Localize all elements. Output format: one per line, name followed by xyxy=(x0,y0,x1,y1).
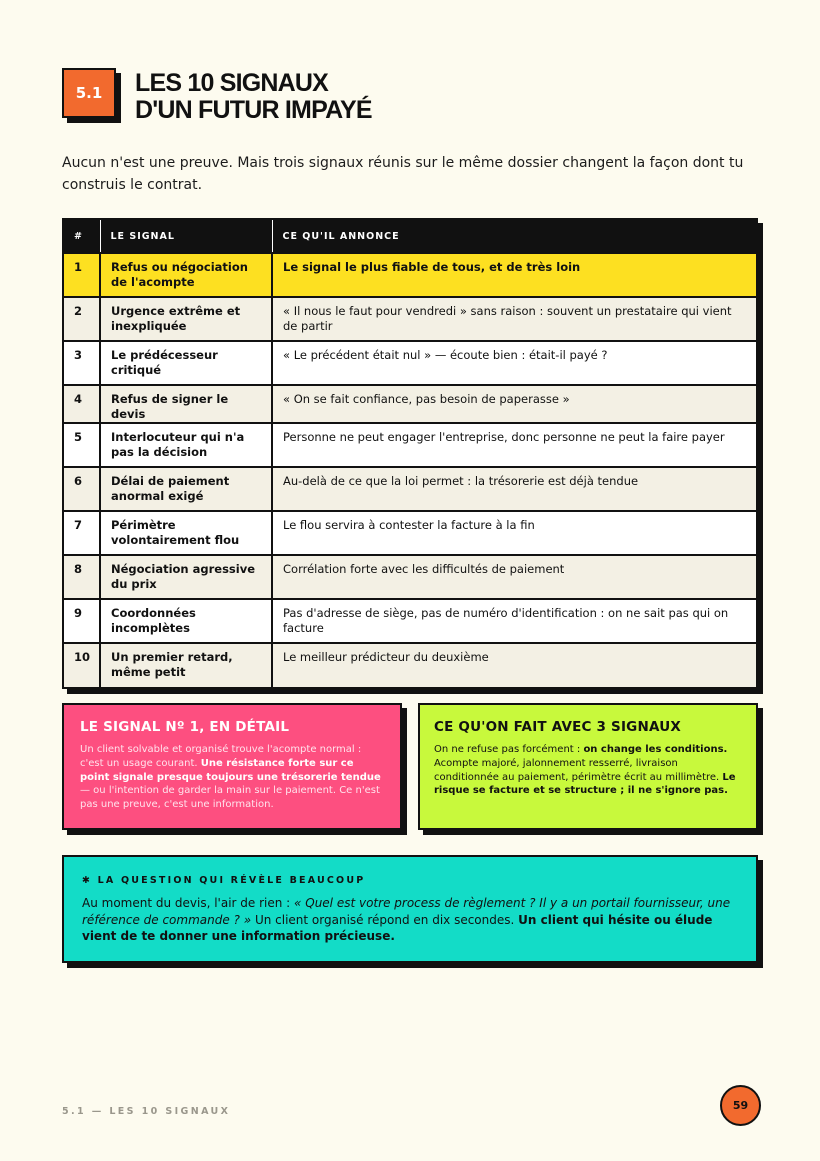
row-signal: Un premier retard, même petit xyxy=(100,643,272,687)
row-annonce: Personne ne peut engager l'entreprise, donc personne ne peut la faire payer xyxy=(272,423,756,467)
callout-text-part: On ne refuse pas forcément : xyxy=(434,744,584,755)
page-number: 59 xyxy=(732,1099,749,1112)
row-number: 10 xyxy=(64,643,100,687)
row-number: 2 xyxy=(64,297,100,341)
callout-text-part: Au moment du devis, l'air de rien : xyxy=(82,896,295,910)
page-number-badge xyxy=(720,1085,761,1126)
row-annonce: Au-delà de ce que la loi permet : la trésorerie est déjà tendue xyxy=(272,467,756,511)
row-annonce: Le signal le plus fiable de tous, et de très loin xyxy=(272,253,756,297)
table-row xyxy=(64,423,756,467)
callout-text-part: Un client organisé répond en dix secondes. xyxy=(251,912,519,927)
row-annonce: Le flou servira à contester la facture à la fin xyxy=(272,511,756,555)
table-row xyxy=(64,385,756,423)
table-row xyxy=(64,253,756,297)
row-number: 9 xyxy=(64,599,100,643)
table-row xyxy=(64,467,756,511)
callout-title: LE SIGNAL Nº 1, EN DÉTAIL xyxy=(80,719,290,735)
row-number: 4 xyxy=(64,385,100,423)
column-header-signal: LE SIGNAL xyxy=(100,220,272,253)
row-signal: Refus de signer le devis xyxy=(100,385,272,423)
row-number: 8 xyxy=(64,555,100,599)
row-number: 3 xyxy=(64,341,100,385)
callout-text-part: — ou l'intention de garder la main sur le paiement. Ce n'est pas une preuve, c'est une information. xyxy=(80,785,380,811)
callout-text-emphasis: on change les conditions. xyxy=(583,744,728,755)
page-title xyxy=(135,70,372,124)
row-signal: Délai de paiement anormal exigé xyxy=(100,467,272,511)
page-title-line2: D'UN FUTUR IMPAYÉ xyxy=(135,96,372,124)
row-annonce: « On se fait confiance, pas besoin de paperasse » xyxy=(272,385,756,423)
table-row xyxy=(64,511,756,555)
callout-text-emphasis: Une résistance forte sur ce point signale presque toujours une trésorerie tendue xyxy=(80,757,381,783)
callout-text-quote: « Quel est votre process de règlement ? Il y a un portail fournisseur, une référence de commande ? » xyxy=(82,896,731,927)
row-signal: Refus ou négociation de l'acompte xyxy=(100,253,272,297)
section-number: 5.1 xyxy=(75,84,103,102)
callout-text-part: Un client solvable et organisé trouve l'acompte normal : c'est un usage courant. xyxy=(80,744,362,769)
callout-text xyxy=(80,743,384,812)
signals-table xyxy=(62,218,758,689)
row-signal: Périmètre volontairement flou xyxy=(100,511,272,555)
callout-title: ✱ LA QUESTION QUI RÉVÈLE BEAUCOUP xyxy=(82,875,366,886)
callout-text-part: Acompte majoré, jalonnement resserré, livraison conditionnée au paiement, périmètre écrit au millimètre. xyxy=(434,757,723,783)
intro-paragraph: Aucun n'est une preuve. Mais trois signaux réunis sur le même dossier changent la façon dont tu construis le contrat. xyxy=(62,155,744,193)
row-signal: Interlocuteur qui n'a pas la décision xyxy=(100,423,272,467)
row-annonce: « Le précédent était nul » — écoute bien : était-il payé ? xyxy=(272,341,756,385)
row-annonce: Corrélation forte avec les difficultés de paiement xyxy=(272,555,756,599)
callout-text xyxy=(82,895,738,945)
row-number: 1 xyxy=(64,253,100,297)
callout-text-emphasis: Un client qui hésite ou élude vient de te donner une information précieuse. xyxy=(82,912,713,943)
three-signals-callout xyxy=(418,703,758,830)
column-header-annonce: CE QU'IL ANNONCE xyxy=(272,220,756,253)
row-signal: Urgence extrême et inexpliquée xyxy=(100,297,272,341)
row-number: 5 xyxy=(64,423,100,467)
table-header-row xyxy=(64,220,756,253)
table-row xyxy=(64,643,756,687)
row-signal: Le prédécesseur critiqué xyxy=(100,341,272,385)
callout-text-emphasis: Le risque se facture et se structure ; il ne s'ignore pas. xyxy=(434,771,736,797)
row-annonce: « Il nous le faut pour vendredi » sans raison : souvent un prestataire qui vient de partir xyxy=(272,297,756,341)
key-question-callout xyxy=(62,855,758,963)
row-annonce: Le meilleur prédicteur du deuxième xyxy=(272,643,756,687)
section-number-badge xyxy=(62,68,116,118)
row-signal: Coordonnées incomplètes xyxy=(100,599,272,643)
column-header-number: # xyxy=(64,220,100,253)
table-row xyxy=(64,341,756,385)
table-row xyxy=(64,555,756,599)
footer-section-label: 5.1 — LES 10 SIGNAUX xyxy=(62,1106,231,1117)
page-title-line1: LES 10 SIGNAUX xyxy=(135,69,329,97)
callout-text xyxy=(434,743,742,798)
row-annonce: Pas d'adresse de siège, pas de numéro d'identification : on ne sait pas qui on facture xyxy=(272,599,756,643)
row-signal: Négociation agressive du prix xyxy=(100,555,272,599)
signal-1-detail-callout xyxy=(62,703,402,830)
row-number: 6 xyxy=(64,467,100,511)
table-row xyxy=(64,599,756,643)
table-row xyxy=(64,297,756,341)
callout-title: CE QU'ON FAIT AVEC 3 SIGNAUX xyxy=(434,719,681,735)
row-number: 7 xyxy=(64,511,100,555)
